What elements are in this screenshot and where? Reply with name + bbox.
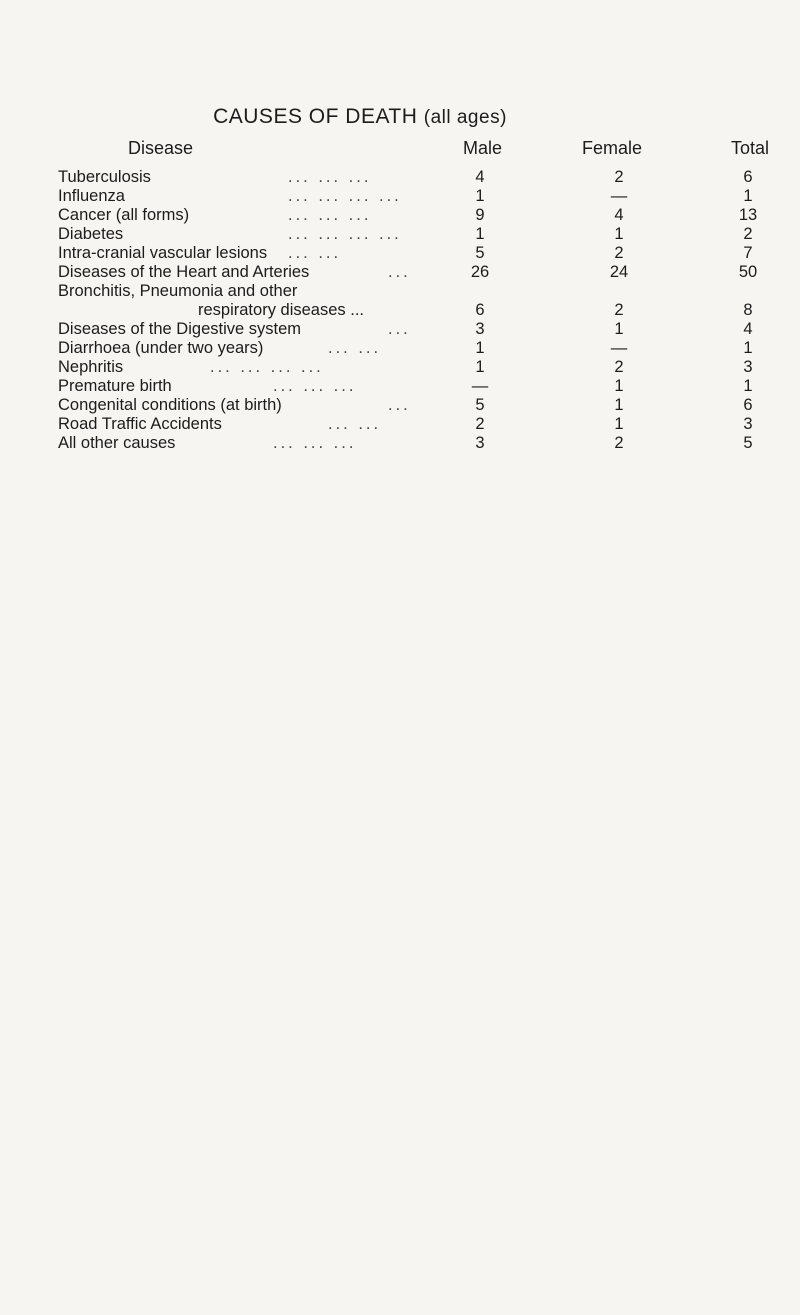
table-row: [58, 339, 800, 358]
disease-name: All other causes: [58, 434, 176, 452]
disease-name: Intra-cranial vascular lesions: [58, 244, 268, 262]
table-row: [58, 415, 800, 434]
disease-name: Diseases of the Digestive system: [58, 320, 302, 338]
table-row: [58, 263, 800, 282]
table-row: [58, 206, 800, 225]
table-row: [58, 282, 800, 320]
female-count: 24: [609, 263, 629, 281]
dot-leader: ...: [388, 263, 411, 281]
causes-table: [58, 168, 800, 453]
dot-leader: ... ...: [328, 415, 382, 433]
table-row: [58, 358, 800, 377]
disease-name: Congenital conditions (at birth): [58, 396, 282, 414]
dot-leader: ... ...: [288, 244, 342, 262]
male-count: 2: [475, 415, 485, 433]
disease-name: Tuberculosis: [58, 168, 151, 186]
total-count: 3: [743, 415, 753, 433]
disease-name: Cancer (all forms): [58, 206, 190, 224]
male-count: 26: [470, 263, 490, 281]
dot-leader: ... ... ... ...: [210, 358, 324, 376]
male-count: 5: [475, 396, 485, 414]
title-main: CAUSES OF DEATH: [213, 105, 418, 128]
dot-leader: ... ... ... ...: [288, 225, 402, 243]
total-count: 6: [743, 168, 753, 186]
column-header-male: Male: [463, 138, 503, 158]
disease-name: Diseases of the Heart and Arteries: [58, 263, 310, 281]
male-count: 5: [475, 244, 485, 262]
total-count: 5: [743, 434, 753, 452]
column-header-disease: Disease: [128, 138, 194, 158]
dot-leader: ...: [388, 320, 411, 338]
total-count: 4: [743, 320, 753, 338]
column-header-total: Total: [731, 138, 770, 158]
female-count: 2: [614, 168, 624, 186]
dot-leader: ... ... ... ...: [288, 187, 402, 205]
disease-name: Premature birth: [58, 377, 172, 395]
male-count: 1: [475, 225, 485, 243]
male-count: 1: [475, 187, 485, 205]
disease-name: [58, 282, 364, 320]
total-count: 7: [743, 244, 753, 262]
dot-leader: ...: [388, 396, 411, 414]
dot-leader: ... ... ...: [273, 434, 357, 452]
disease-name: Road Traffic Accidents: [58, 415, 222, 433]
table-row: [58, 320, 800, 339]
total-count: 1: [743, 187, 753, 205]
disease-name-line1: Bronchitis, Pneumonia and other: [58, 282, 298, 300]
female-count: 2: [614, 358, 624, 376]
disease-name: Diarrhoea (under two years): [58, 339, 264, 357]
female-count: —: [610, 339, 628, 357]
table-row: [58, 244, 800, 263]
total-count: 8: [743, 301, 753, 319]
female-count: 2: [614, 434, 624, 452]
title-sub: (all ages): [423, 107, 507, 128]
table-row: [58, 434, 800, 453]
disease-name: Diabetes: [58, 225, 124, 243]
total-count: 3: [743, 358, 753, 376]
female-count: 4: [614, 206, 624, 224]
total-count: 1: [743, 339, 753, 357]
total-count: 13: [738, 206, 758, 224]
female-count: 1: [614, 320, 624, 338]
table-row: [58, 377, 800, 396]
male-count: 3: [475, 434, 485, 452]
page-title: [0, 105, 720, 129]
column-header-female: Female: [582, 138, 643, 158]
disease-name: Influenza: [58, 187, 125, 205]
dot-leader: ... ...: [328, 339, 382, 357]
female-count: —: [610, 187, 628, 205]
total-count: 6: [743, 396, 753, 414]
total-count: 50: [738, 263, 758, 281]
table-row: [58, 168, 800, 187]
male-count: 1: [475, 339, 485, 357]
female-count: 1: [614, 396, 624, 414]
female-count: 2: [614, 244, 624, 262]
disease-name: Nephritis: [58, 358, 124, 376]
female-count: 1: [614, 225, 624, 243]
total-count: 1: [743, 377, 753, 395]
male-count: 6: [475, 301, 485, 319]
male-count: 1: [475, 358, 485, 376]
dot-leader: ... ... ...: [288, 168, 372, 186]
dot-leader: ... ... ...: [288, 206, 372, 224]
female-count: 1: [614, 377, 624, 395]
total-count: 2: [743, 225, 753, 243]
table-row: [58, 396, 800, 415]
male-count: 9: [475, 206, 485, 224]
female-count: 2: [614, 301, 624, 319]
male-count: 3: [475, 320, 485, 338]
table-row: [58, 225, 800, 244]
disease-name-line2: respiratory diseases ...: [198, 301, 364, 319]
table-row: [58, 187, 800, 206]
male-count: 4: [475, 168, 485, 186]
female-count: 1: [614, 415, 624, 433]
male-count: —: [471, 377, 489, 395]
dot-leader: ... ... ...: [273, 377, 357, 395]
